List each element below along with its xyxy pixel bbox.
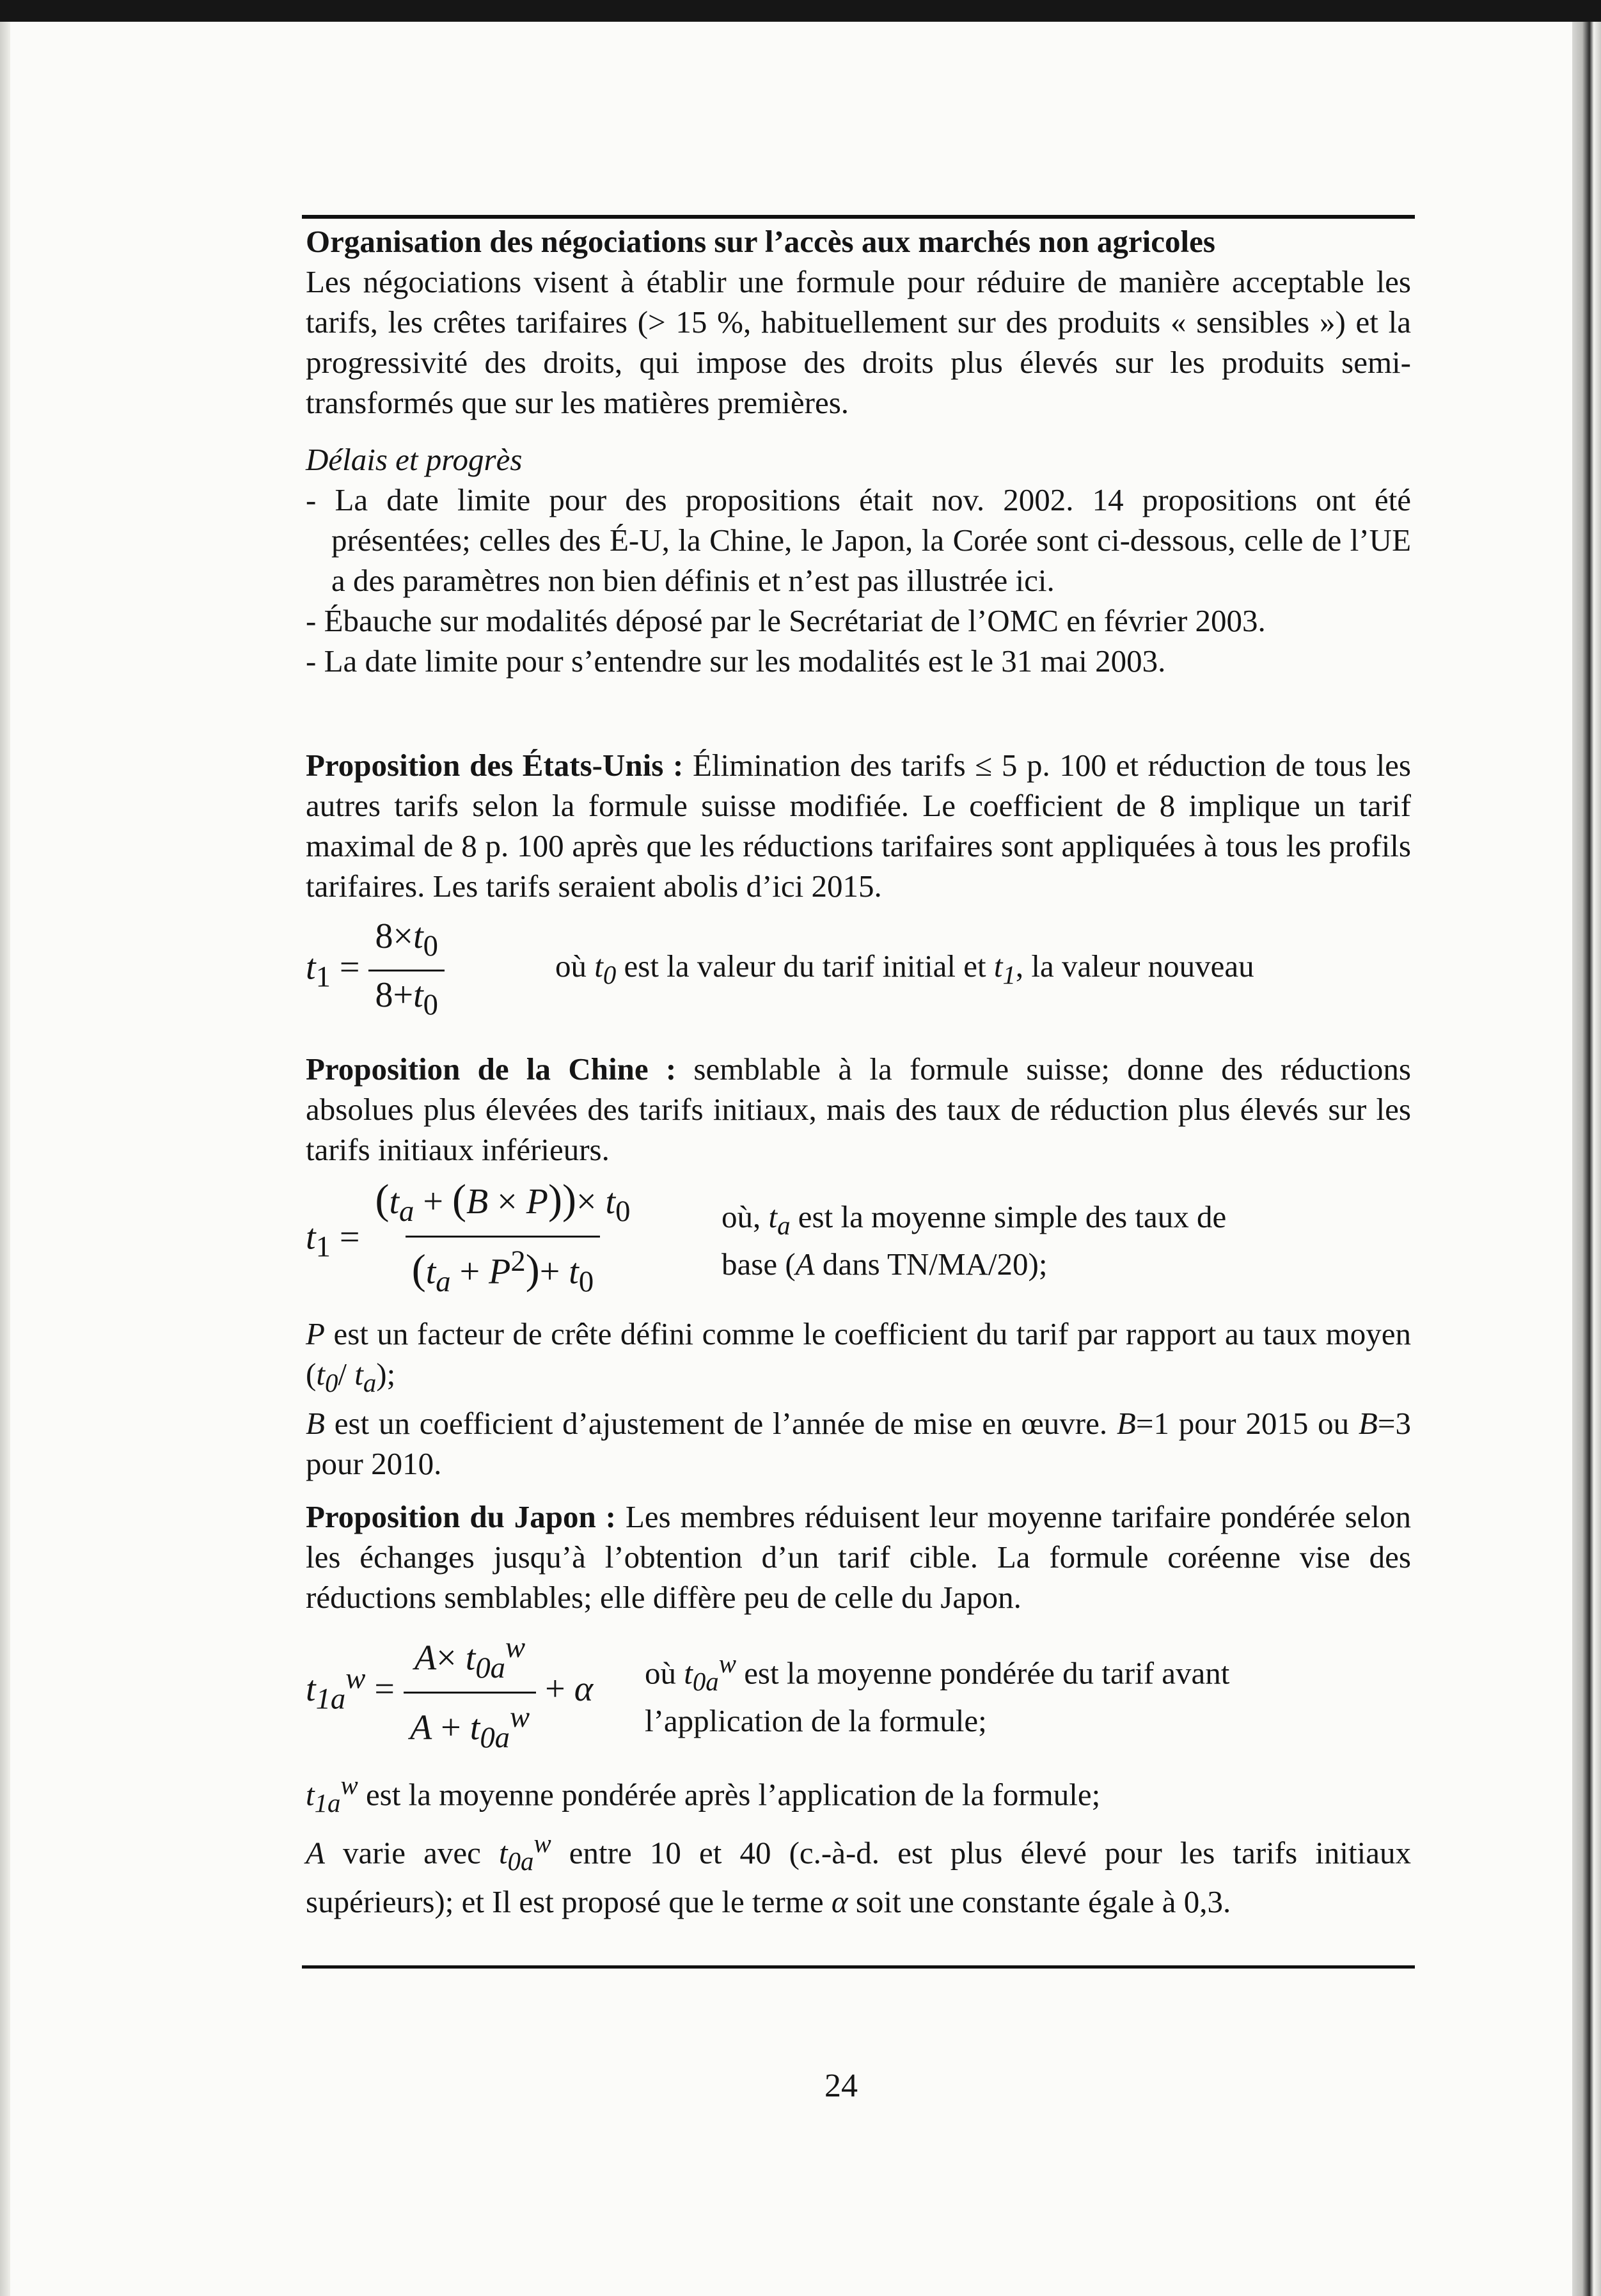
- section-intro: Les négociations visent à établir une formule pour réduire de manière acceptable les tarifs, les crêtes tarifaires (> 15 %, habituellement sur des produits « sensibles ») et la progressivité des droits, qui impose des droits plus élevés sur les produits semi-transformés que sur les matières premières.: [306, 264, 1411, 420]
- page-content: [306, 221, 1411, 1922]
- japan-proposal-body: Les membres réduisent leur moyenne tarifaire pondérée selon les échanges jusqu’à l’obtention d’un tarif cible. La formule coréenne vise des réductions semblables; elle diffère peu de celle du Japon.: [306, 1499, 1411, 1616]
- scan-left-edge: [0, 22, 10, 2296]
- japan-formula-row: [306, 1626, 1411, 1759]
- china-formula-fraction: $\frac{(t_a + (B \times P))\times t_0}{(t_a + P^2)+ t_0}$: [368, 1179, 636, 1302]
- delay-item: - La date limite pour s’entendre sur les modalités est le 31 mai 2003.: [306, 641, 1411, 681]
- china-p-definition: P est un facteur de crête défini comme le coefficient du tarif par rapport au taux moyen ($t_0/$ $t_a$);: [306, 1316, 1411, 1398]
- japan-formula: $t_{1a}^w$ = $\frac{A\times t_{0a}^w}{A + t_{0a}^w}$ + α: [306, 1626, 626, 1759]
- delays-list: [306, 480, 1411, 681]
- china-proposal: [306, 1049, 1411, 1170]
- china-formula: $t_1$ = $\frac{(t_a + (B \times P))\times t_0}{(t_a + P^2)+ t_0}$: [306, 1179, 702, 1302]
- us-formula: $t_1$ = $\frac{8\times t_0}{8+t_0}$: [306, 915, 517, 1026]
- china-formula-description: où, $t_a$ est la moyenne simple des taux de base (A dans TN/MA/20);: [722, 1199, 1227, 1282]
- scan-top-border: [0, 0, 1601, 22]
- scan-right-edge: [1572, 22, 1601, 2296]
- top-rule: [302, 215, 1415, 219]
- china-formula-row: [306, 1176, 1411, 1302]
- china-proposal-body: semblable à la formule suisse; donne des réductions absolues plus élevées des tarifs initiaux, mais des taux de réduction plus élevés sur les tarifs initiaux inférieurs.: [306, 1051, 1411, 1168]
- delay-item: - Ébauche sur modalités déposé par le Secrétariat de l’OMC en février 2003.: [306, 601, 1411, 641]
- us-formula-row: [306, 915, 1411, 1026]
- japan-proposal-title: Proposition du Japon :: [306, 1499, 616, 1535]
- delay-item: - La date limite pour des propositions était nov. 2002. 14 propositions ont été présentées; celles des É-U, la Chine, le Japon, la Corée sont ci-dessous, celle de l’UE a des paramètres non bien définis et n’est pas illustrée ici.: [306, 480, 1411, 601]
- delays-title: Délais et progrès: [306, 442, 523, 477]
- us-proposal-title: Proposition des États-Unis :: [306, 748, 684, 783]
- bottom-rule: [302, 1965, 1415, 1969]
- page-number: 24: [824, 2068, 858, 2104]
- us-proposal: [306, 745, 1411, 906]
- china-b-definition: B est un coefficient d’ajustement de l’année de mise en œuvre. B=1 pour 2015 ou B=3 pour 2010.: [306, 1406, 1411, 1482]
- us-formula-description: où $t_0$ est la valeur du tarif initial et $t_1$, la valeur nouveau: [555, 948, 1254, 989]
- us-formula-fraction: $\frac{8\times t_0}{8+t_0}$: [368, 915, 444, 1026]
- japan-formula-fraction: $\frac{A\times t_{0a}^w}{A + t_{0a}^w}$: [404, 1626, 536, 1759]
- japan-proposal: [306, 1497, 1411, 1617]
- china-proposal-title: Proposition de la Chine :: [306, 1051, 677, 1087]
- us-proposal-body: Élimination des tarifs ≤ 5 p. 100 et réduction de tous les autres tarifs selon la formule suisse modifiée. Le coefficient de 8 implique un tarif maximal de 8 p. 100 après que les réductions tarifaires sont appliquées à tous les profils tarifaires. Les tarifs seraient abolis d’ici 2015.: [306, 748, 1411, 904]
- japan-formula-description: où $t_{0a}^w$ est la moyenne pondérée du tarif avant l’application de la formule;: [645, 1649, 1230, 1738]
- japan-a-definition: A varie avec $t_{0a}^w$ entre 10 et 40 (c.-à-d. est plus élevé pour les tarifs initiaux supérieurs); et Il est proposé que le terme α soit une constante égale à 0,3.: [306, 1829, 1411, 1920]
- section-title: Organisation des négociations sur l’accès aux marchés non agricoles: [306, 224, 1215, 259]
- japan-t1a-definition: $t_{1a}^w$ est la moyenne pondérée après l’application de la formule;: [306, 1770, 1101, 1818]
- scan-top-gap: [52, 22, 1575, 27]
